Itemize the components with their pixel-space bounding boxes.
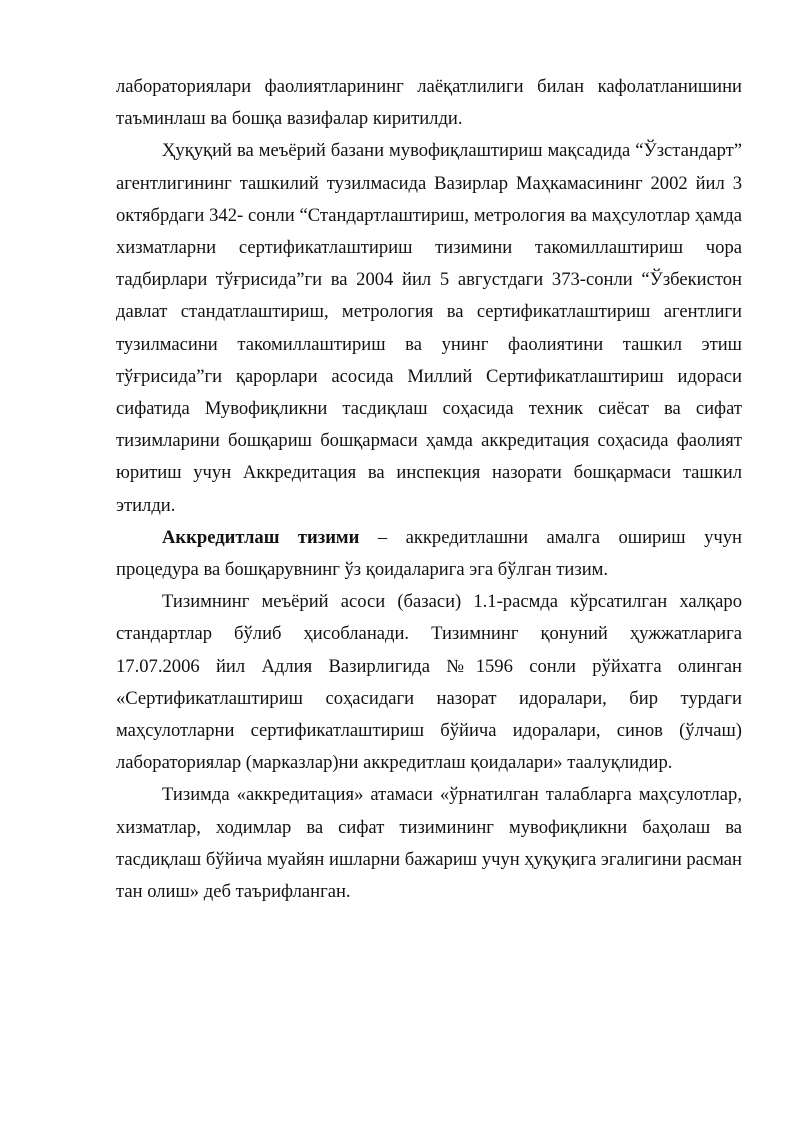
paragraph-accreditation-definition: Тизимда «аккредитация» атамаси «ўрнатилган талабларга маҳсулотлар, хизматлар, ходимлар ва сифат тизимининг мувофиқликни баҳолаш ва тасдиқлаш бўйича муайян ишларни бажариш учун ҳуқуқига эгалигини расман тан олиш» деб таърифланган. (116, 784, 742, 903)
definition-accreditation-system: – аккредитлашни амалга ошириш учун процедура ва бошқарувнинг ўз қоидаларига эга бўлган тизим. (116, 526, 742, 581)
paragraph-accreditation-system (116, 522, 742, 586)
term-accreditation-system: Аккредитлаш тизими (162, 526, 360, 548)
paragraph-legal-basis: Ҳуқуқий ва меъёрий базани мувофиқлаштириш мақсадида “Ўзстандарт” агентлигининг ташкилий тузилмасида Вазирлар Маҳкамасининг 2002 йил 3 октябрдаги 342- сонли “Стандартлаштириш, метрология ва маҳсулотлар ҳамда хизматларни сертификатлаштириш тизимини такомиллаштириш чора тадбирлари тўғрисида”ги ва 2004 йил 5 августдаги 373-сонли “Ўзбекистон давлат стандатлаштириш, метрология ва сертификатлаштириш агентлиги тузилмасини такомиллаштириш ва унинг фаолиятини ташкил этиш тўғрисида”ги қарорлари асосида Миллий Сертификатлаштириш идораси сифатида Мувофиқликни тасдиқлаш соҳасида техник сиёсат ва сифат тизимларини бошқариш бошқармаси ҳамда аккредитация соҳасида фаолият юритиш учун Аккредитация ва инспекция назорати бошқармаси ташкил этилди. (116, 140, 742, 516)
paragraph-normative-basis: Тизимнинг меъёрий асоси (базаси) 1.1-расмда кўрсатилган халқаро стандартлар бўлиб ҳисобланади. Тизимнинг қонуний ҳужжатларига 17.07.2006 йил Адлия Вазирлигида №1596 сонли рўйхатга олинган «Сертификатлаштириш соҳасидаги назорат идоралари, бир турдаги маҳсулотларни сертификатлаштириш бўйича идоралари, синов (ўлчаш) лабораториялар (марказлар)ни аккредитлаш қоидалари» таалуқлидир. (116, 591, 742, 774)
paragraph-continuation: лабораториялари фаолиятларининг лаёқатлилиги билан кафолатланишини таъминлаш ва бошқа вазифалар киритилди. (116, 76, 742, 130)
document-page (116, 71, 742, 908)
